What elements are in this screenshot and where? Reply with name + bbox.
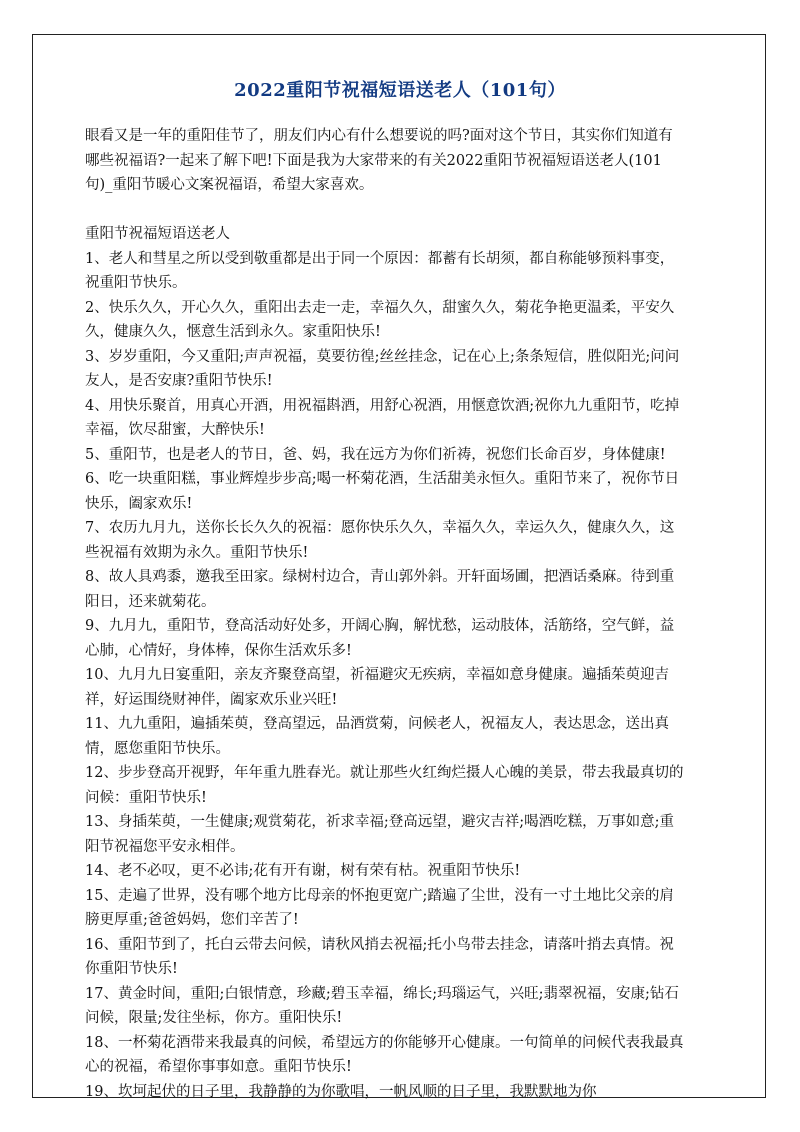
intro-paragraph: 眼看又是一年的重阳佳节了，朋友们内心有什么想要说的吗?面对这个节日，其实你们知道有哪些祝福语?一起来了解下吧!下面是我为大家带来的有关2022重阳节祝福短语送老人(101句)_重阳节暖心文案祝福语，希望大家喜欢。 — [85, 128, 673, 193]
list-item: 16、重阳节到了，托白云带去问候，请秋风捎去祝福;托小鸟带去挂念，请落叶捎去真情。祝你重阳节快乐! — [85, 936, 674, 977]
list-item: 9、九月九，重阳节，登高活动好处多，开阔心胸，解忧愁，运动肢体，活筋络，空气鲜，益心肺，心情好，身体棒，保你生活欢乐多! — [85, 618, 675, 659]
list-item: 13、身插茱萸，一生健康;观赏菊花，祈求幸福;登高远望，避灾吉祥;喝酒吃糕，万事如意;重阳节祝福您平安永相伴。 — [85, 814, 674, 855]
list-item: 17、黄金时间，重阳;白银情意，珍藏;碧玉幸福，绵长;玛瑙运气，兴旺;翡翠祝福，安康;钻石问候，限量;发往坐标，你方。重阳快乐! — [85, 985, 679, 1026]
list-item: 11、九九重阳，遍插茱萸，登高望远，品酒赏菊，问候老人，祝福友人，表达思念，送出真情，愿您重阳节快乐。 — [85, 716, 669, 757]
list-item: 10、九月九日宴重阳，亲友齐聚登高望，祈福避灾无疾病，幸福如意身健康。遍插茱萸迎吉祥，好运围绕财神伴，阖家欢乐业兴旺! — [85, 667, 669, 708]
list-item: 15、走遍了世界，没有哪个地方比母亲的怀抱更宽广;踏遍了尘世，没有一寸土地比父亲的肩膀更厚重;爸爸妈妈，您们辛苦了! — [85, 887, 674, 928]
list-item: 2、快乐久久，开心久久，重阳出去走一走，幸福久久，甜蜜久久，菊花争艳更温柔，平安久久，健康久久，惬意生活到永久。家重阳快乐! — [85, 299, 675, 340]
section-heading: 重阳节祝福短语送老人 — [85, 226, 230, 242]
document-body — [85, 124, 685, 1104]
list-item: 12、步步登高开视野，年年重九胜春光。就让那些火红绚烂摄人心魄的美景，带去我最真切的问候：重阳节快乐! — [85, 765, 684, 806]
document-title: 2022重阳节祝福短语送老人（101句） — [234, 80, 566, 101]
list-item: 1、老人和彗星之所以受到敬重都是出于同一个原因：都蓄有长胡须，都自称能够预料事变，祝重阳节快乐。 — [85, 250, 675, 291]
list-item: 6、吃一块重阳糕，事业辉煌步步高;喝一杯菊花酒，生活甜美永恒久。重阳节来了，祝你节日快乐，阖家欢乐! — [85, 471, 680, 512]
list-item: 19、坎坷起伏的日子里，我静静的为你歌唱，一帆风顺的日子里，我默默地为你 — [85, 1083, 597, 1100]
list-item: 14、老不必叹，更不必讳;花有开有谢，树有荣有枯。祝重阳节快乐! — [85, 863, 521, 879]
list-item: 18、一杯菊花酒带来我最真的问候，希望远方的你能够开心健康。一句简单的问候代表我最真心的祝福，希望你事事如意。重阳节快乐! — [85, 1034, 684, 1075]
list-item: 3、岁岁重阳，今又重阳;声声祝福，莫要彷徨;丝丝挂念，记在心上;条条短信，胜似阳光;问问友人，是否安康?重阳节快乐! — [85, 348, 680, 389]
list-item: 7、农历九月九，送你长长久久的祝福：愿你快乐久久，幸福久久，幸运久久，健康久久，这些祝福有效期为永久。重阳节快乐! — [85, 520, 675, 561]
paragraph-spacer — [85, 198, 685, 223]
list-item: 5、重阳节，也是老人的节日，爸、妈，我在远方为你们祈祷，祝您们长命百岁，身体健康! — [85, 446, 666, 463]
list-item: 8、故人具鸡黍，邀我至田家。绿树村边合，青山郭外斜。开轩面场圃，把酒话桑麻。待到重阳日，还来就菊花。 — [85, 569, 675, 610]
list-item: 4、用快乐聚首，用真心开酒，用祝福斟酒，用舒心祝酒，用惬意饮酒;祝你九九重阳节，吃掉幸福，饮尽甜蜜，大醉快乐! — [85, 397, 680, 438]
